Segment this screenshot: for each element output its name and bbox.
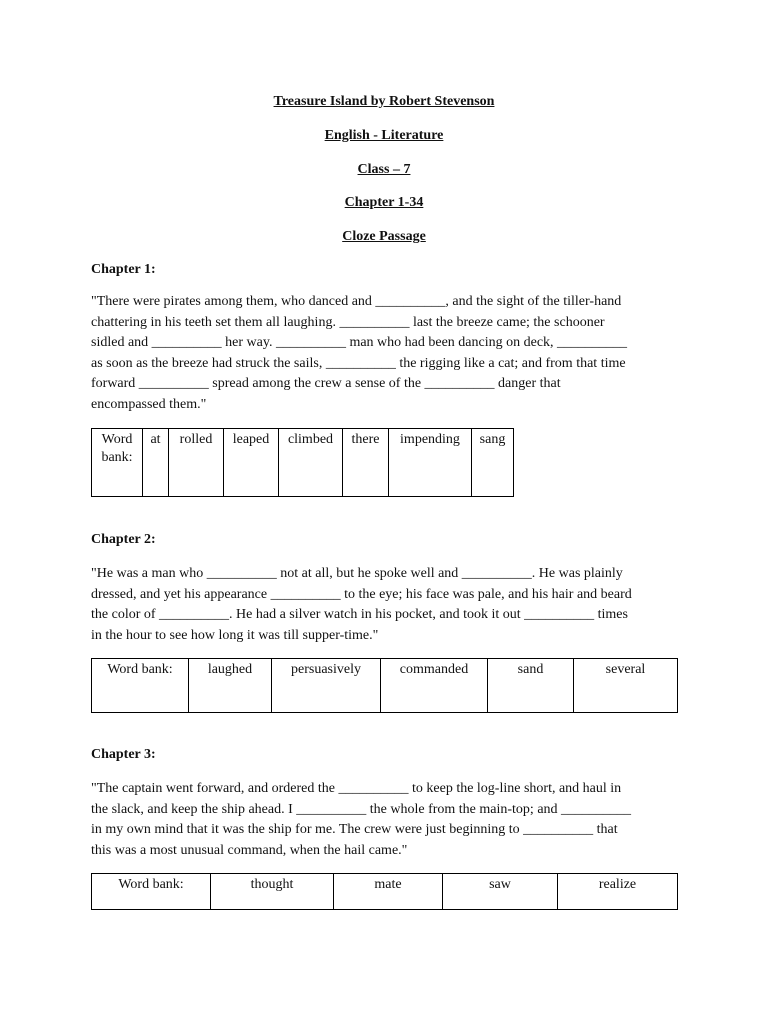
passage-line: in my own mind that it was the ship for me. The crew were just beginning to __________ that [91, 822, 618, 837]
word-bank-cell: persuasively [272, 659, 381, 713]
passage-line: forward __________ spread among the crew a sense of the __________ danger that [91, 376, 561, 391]
document-title: Treasure Island by Robert Stevenson [273, 94, 495, 109]
chapter-1-word-bank [91, 428, 514, 497]
word-bank-label: Word bank: [92, 429, 143, 497]
passage-line: chattering in his teeth set them all laughing. __________ last the breeze came; the schooner [91, 314, 605, 330]
chapter-3-word-bank [91, 873, 678, 910]
chapter-3-passage [91, 779, 681, 861]
word-bank-cell: thought [211, 874, 334, 910]
passage-line: in the hour to see how long it was till supper-time." [91, 627, 379, 643]
word-bank-cell: saw [443, 874, 558, 910]
word-bank-label: Word bank: [92, 659, 189, 713]
chapter-1-passage [91, 292, 681, 415]
chapter-2-word-bank [91, 658, 678, 713]
word-bank-cell: commanded [381, 659, 488, 713]
word-bank-cell: several [574, 659, 678, 713]
cloze-heading: Cloze Passage [342, 229, 426, 244]
word-bank-label: Word bank: [92, 874, 211, 910]
word-bank-cell: laughed [189, 659, 272, 713]
chapter-3-heading: Chapter 3: [91, 747, 156, 762]
chapter-1-heading: Chapter 1: [91, 262, 156, 277]
word-bank-cell: there [343, 429, 389, 497]
passage-line: as soon as the breeze had struck the sails, __________ the rigging like a cat; and from that time [91, 355, 626, 371]
passage-line: "The captain went forward, and ordered the __________ to keep the log-line short, and haul in [91, 781, 622, 796]
word-bank-cell: leaped [224, 429, 279, 497]
chapters-heading: Chapter 1-34 [344, 195, 424, 210]
passage-line: the slack, and keep the ship ahead. I __________ the whole from the main-top; and __________ [91, 801, 632, 817]
passage-line: this was a most unusual command, when the hail came." [91, 842, 408, 858]
passage-line: "He was a man who __________ not at all, but he spoke well and __________. He was plainly [91, 566, 623, 581]
word-bank-cell: climbed [279, 429, 343, 497]
passage-line: "There were pirates among them, who danced and __________, and the sight of the tiller-hand [91, 294, 622, 309]
passage-line: the color of __________. He had a silver watch in his pocket, and took it out __________ times [91, 607, 628, 622]
word-bank-cell: rolled [169, 429, 224, 497]
subject-heading: English - Literature [324, 128, 444, 143]
word-bank-cell: realize [558, 874, 678, 910]
passage-line: sidled and __________ her way. __________ man who had been dancing on deck, __________ [91, 335, 628, 350]
word-bank-cell: sand [488, 659, 574, 713]
chapter-2-passage [91, 564, 681, 646]
word-bank-cell: mate [334, 874, 443, 910]
word-bank-cell: sang [472, 429, 514, 497]
word-bank-cell: at [143, 429, 169, 497]
passage-line: encompassed them." [91, 396, 207, 412]
class-heading: Class – 7 [357, 162, 411, 177]
chapter-2-heading: Chapter 2: [91, 532, 156, 547]
passage-line: dressed, and yet his appearance __________ to the eye; his face was pale, and his hair and beard [91, 586, 632, 602]
word-bank-cell: impending [389, 429, 472, 497]
